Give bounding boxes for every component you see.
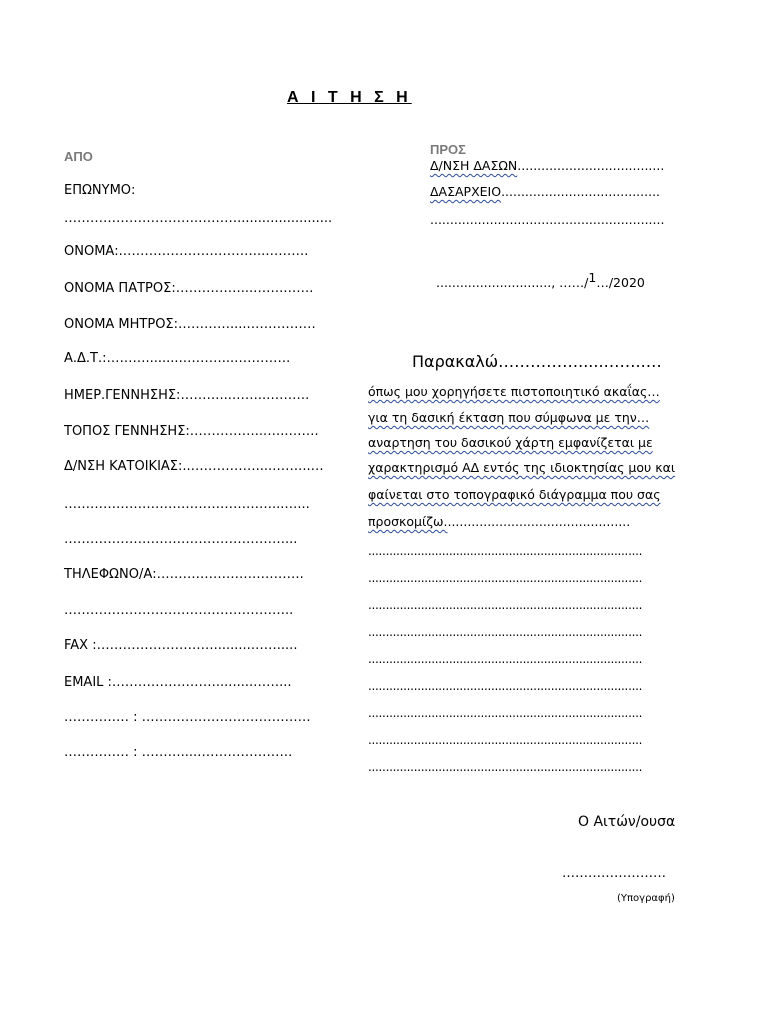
id-card-field[interactable]: Α.Δ.Τ.:……….........………...…………. bbox=[64, 351, 291, 366]
request-line-6 bbox=[368, 514, 630, 529]
signature-field[interactable]: …………………… bbox=[562, 866, 666, 881]
request-intro: Παρακαλώ…………….....……..… bbox=[412, 352, 662, 371]
surname-field[interactable]: ………………………….………....................... bbox=[64, 211, 333, 226]
dotted-line[interactable]: .............................................................................. bbox=[368, 652, 643, 666]
name-field[interactable]: ΟΝΟΜΑ:.…………………………...………. bbox=[64, 244, 309, 259]
recipient-line-1-dots: ..................................... bbox=[517, 158, 665, 173]
recipient-line-2-dots: ........................................ bbox=[501, 184, 661, 199]
recipient-line-3[interactable]: ........................................................... bbox=[430, 212, 665, 227]
request-line-6-text: προσκομίζω. bbox=[368, 514, 448, 529]
birth-date-field[interactable]: ΗΜΕΡ.ΓΕΝΝΗΣΗΣ:………...……..………. bbox=[64, 388, 310, 403]
recipient-line-1 bbox=[430, 158, 664, 173]
date-line[interactable] bbox=[436, 270, 645, 290]
recipient-forestry-directorate: Δ/ΝΣΗ ΔΑΣΩΝ bbox=[430, 158, 518, 173]
request-line-5: φαίνεται στο τοπογραφικό διάγραμμα που σας bbox=[368, 487, 661, 502]
fax-field[interactable]: FAX :……………………….........……..... bbox=[64, 638, 298, 653]
from-header: ΑΠΟ bbox=[64, 149, 93, 164]
dotted-line[interactable]: .............................................................................. bbox=[368, 625, 643, 639]
date-year: …/2020 bbox=[596, 275, 645, 290]
dotted-line[interactable]: .............................................................................. bbox=[368, 733, 643, 747]
mother-name-field[interactable]: ΟΝΟΜΑ ΜΗΤΡΟΣ:………….....…………… bbox=[64, 317, 316, 332]
dotted-line[interactable]: .............................................................................. bbox=[368, 760, 643, 774]
extra-field-2[interactable]: …………… : ………....…………………. bbox=[64, 745, 293, 760]
dotted-line[interactable]: .............................................................................. bbox=[368, 571, 643, 585]
dotted-line[interactable]: .............................................................................. bbox=[368, 679, 643, 693]
father-name-field[interactable]: ΟΝΟΜΑ ΠΑΤΡΟΣ:……………...…….……. bbox=[64, 281, 314, 296]
recipient-line-2 bbox=[430, 184, 660, 199]
date-place: ............................., ……/ bbox=[436, 275, 589, 290]
recipient-forestry-office: ΔΑΣΑΡΧΕΙΟ bbox=[430, 184, 502, 199]
dotted-line[interactable]: .............................................................................. bbox=[368, 544, 643, 558]
to-header: ΠΡΟΣ bbox=[430, 142, 466, 157]
address-field[interactable]: Δ/ΝΣΗ ΚΑΤΟΙΚΙΑΣ:..……………....……...… bbox=[64, 459, 324, 474]
email-field[interactable]: EMAIL :…………………….........……... bbox=[64, 675, 292, 690]
extra-field-1[interactable]: …………… : ………………………………… bbox=[64, 710, 311, 725]
page-title: Α Ι Τ Η Σ Η bbox=[287, 89, 412, 106]
surname-label: ΕΠΩΝΥΜΟ: bbox=[64, 183, 136, 198]
request-line-6-dots: .............................................. bbox=[447, 514, 631, 529]
birth-place-field[interactable]: ΤΟΠΟΣ ΓΕΝΝΗΣΗΣ:……………...…..……. bbox=[64, 424, 319, 439]
signature-note: (Υπογραφή) bbox=[617, 893, 675, 904]
request-line-3: αναρτηση του δασικού χάρτη εμφανίζεται με bbox=[368, 435, 653, 450]
address-line-2[interactable]: …………………………………………...…... bbox=[64, 497, 310, 512]
request-line-2: για τη δασική έκταση που σύμφωνα με την… bbox=[368, 410, 650, 425]
request-line-4: χαρακτηρισμό ΑΔ εντός της ιδιοκτησίας μου και bbox=[368, 460, 676, 475]
phone-field[interactable]: ΤΗΛΕΦΩΝΟ/Α:……………………………. bbox=[64, 567, 304, 582]
phone-line-2[interactable]: …………………………………………….. bbox=[64, 603, 294, 618]
address-line-3[interactable]: ……………………………………………... bbox=[64, 532, 298, 547]
dotted-line[interactable]: .............................................................................. bbox=[368, 706, 643, 720]
date-day: 1 bbox=[588, 270, 597, 285]
dotted-line[interactable]: .............................................................................. bbox=[368, 598, 643, 612]
request-line-1: όπως μου χορηγήσετε πιστοποιητικό ακαΐας… bbox=[368, 384, 660, 399]
applicant-label: Ο Αιτών/ουσα bbox=[578, 814, 676, 830]
